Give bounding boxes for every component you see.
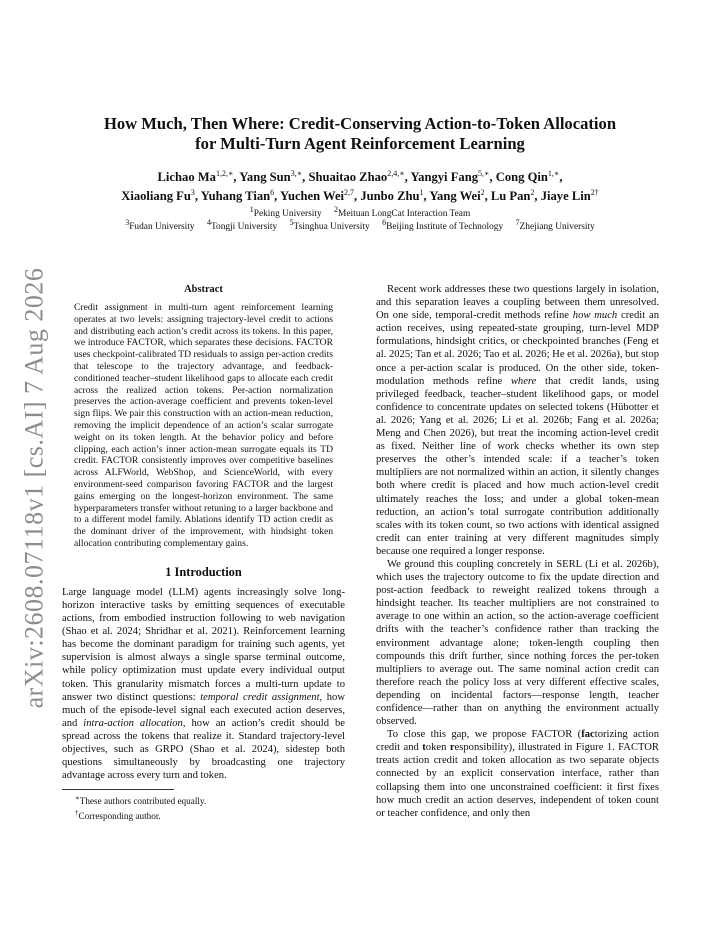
affiliation: $^6$Beijing Institute of Technology <box>382 217 504 232</box>
author: Cong Qin$^{1,∗}$ <box>495 168 560 184</box>
affiliation: $^4$Tongji University <box>206 217 278 232</box>
title-line-1: How Much, Then Where: Credit-Conserving Action-to-Token Allocation <box>103 114 617 133</box>
author: Shuaitao Zhao$^{2,4,∗}$ <box>308 168 405 184</box>
arxiv-id-text: arXiv:2608.07118v1 [cs.AI] 7 Aug 2026 <box>19 267 48 709</box>
body-paragraph: To close this gap, we propose FACTOR (factorizing action credit and token responsibility), illustrated in Figure 1. FACTOR treats action credit and token allocation as two separate objects connected by an explicit conservation interface, rather than collapsing them into one unconstrained coefficient: it first fixes how much credit an action deserves, independent of token count or teacher confidence, and only then <box>376 729 660 819</box>
affiliation: $^7$Zhejiang University <box>515 217 595 232</box>
left-column <box>62 283 345 782</box>
paper-title <box>60 114 660 154</box>
author: Jiaye Lin$^{2\dagger}$ <box>540 187 599 203</box>
affiliation: $^5$Tsinghua University <box>289 217 370 232</box>
footnote-corresponding-author: †Corresponding author. <box>75 808 161 821</box>
author: Yuchen Wei$^{2,7}$ <box>280 187 355 203</box>
author: Junbo Zhu$^1$ <box>360 187 424 203</box>
abstract-text: Credit assignment in multi-turn agent reinforcement learning operates at two levels: assigning trajectory-level credit to actions and distributing each action’s credit across its tokens. In this paper, we introduce FACTOR, which separates these decisions. FACTOR uses checkpoint-calibrated TD residuals to assign per-action credits that telescope to the trajectory advantage, and feedback-conditioned teacher–student likelihood gaps to allocate each credit across the realized action tokens. Per-action normalization preserves the action-average coefficient and prevents token-level sign flips. We pair this construction with an action-mean reduction, removing the implicit dependence of an action’s scalar surrogate weight on its token length. At the behavior policy and before clipping, each action’s inner action-mean surrogate equals its TD credit. FACTOR consistently improves over competitive baselines across ALFWorld, WebShop, and ScienceWorld, with every environment-seed comparison favoring FACTOR and the largest gains emerging on the longest-horizon environment. The same hyperparameters transfer without retuning to a larger backbone and to a different model family. Ablations identify TD action credit as the dominant driver of the improvement, with hindsight token allocation contributing complementary gains. <box>74 302 333 550</box>
body-paragraph: We ground this coupling concretely in SERL (Li et al. 2026b), which uses the trajectory outcome to fix the update direction and post-action feedback to reweight realized tokens through a hindsight teacher. Its teacher multipliers are not constrained to average to one within an action, so the action-average coefficient drifts with the teacher’s confidence rather than tracking the environment advantage alone; token-length coupling then compounds this drift further, since nothing forces the per-token multipliers to average out. The same nominal action credit can therefore reach the policy loss at very different effective scales, depending on incidental factors—response length, teacher confidence—rather than on anything the environment actually observed. <box>376 558 659 728</box>
author: Xiaoliang Fu$^3$ <box>121 187 195 203</box>
affiliation-list <box>60 204 660 234</box>
author: Yangyi Fang$^{5,∗}$ <box>410 168 490 184</box>
footnotes <box>62 789 345 822</box>
footnote-rule <box>62 789 174 790</box>
affiliation: $^1$Peking University <box>249 204 322 219</box>
section-heading-introduction: 1 Introduction <box>165 564 242 579</box>
body-paragraph: Recent work addresses these two questions largely in isolation, and this separation leaves a coupling between them unresolved. On one side, temporal-credit methods refine how much credit an action receives, using repeated-state grouping, turn-level MDP formulations, hindsight critics, or checkpointed branches (Feng et al. 2025; Tan et al. 2026; Tao et al. 2026; He et al. 2026a), but stop once a per-action scalar is produced. On the other side, token-modulation methods refine where that credit lands, using privileged feedback, teacher–student likelihood gaps, or model confidence to concentrate updates on selected tokens (Hübotter et al. 2026; Yang et al. 2026; Li et al. 2026b; Fang et al. 2026a; Meng and Chen 2026), but treat the incoming action-level credit as fixed. Neither line of work checks whether its own step preserves the other’s intended scale: if a teacher’s token multipliers are not normalized within an action, it silently changes both where credit is placed and how much action-level credit ultimately reaches the loss; and under a global token-mean reduction, an action’s total surrogate contribution additionally scales with its token count, so two actions with identical assigned credit can enter training at very different magnitudes simply because one required a longer response. <box>376 284 659 557</box>
affiliation: $^3$Fudan University <box>125 217 195 232</box>
footnote-equal-contribution: ∗These authors contributed equally. <box>75 794 207 807</box>
author: Yang Wei$^2$ <box>429 187 485 203</box>
arxiv-identifier <box>14 263 54 713</box>
author: Lichao $Ma^{1,2,∗}$ <box>157 168 234 184</box>
affiliation: $^2$Meituan LongCat Interaction Team <box>334 204 471 219</box>
title-line-2: for Multi-Turn Agent Reinforcement Learning <box>195 134 525 153</box>
author-list: Lichao $Ma^{1,2,∗}$, Yang Sun$^{3,∗}$, Shuaitao Zhao$^{2,4,∗}$, Yangyi Fang$^{5,∗}$, Cong Qin$^{1,∗}$, Xiaoliang Fu$^3$, Yuhang Tian$^6$, Yuchen Wei$^{2,7}$, Junbo Zhu$^1$, Yang Wei$^2$, Lu Pan$^2$, Jiaye Lin$^{2\dagger}$ <box>121 168 599 203</box>
abstract-heading: Abstract <box>184 284 223 295</box>
author: Yang Sun$^{3,∗}$ <box>239 168 303 184</box>
intro-paragraph: Large language model (LLM) agents increasingly solve long-horizon interactive tasks by emitting sequences of executable actions, from embodied instruction following to web navigation (Shao et al. 2024; Shridhar et al. 2021). Reinforcement learning has become the dominant paradigm for training such agents, yet supervision is almost always a single sparse terminal outcome, while policy optimization must update every individual output token. This granularity mismatch forces a multi-turn update to answer two distinct questions: temporal credit assignment, how much of the episode-level signal each executed action deserves, and intra-action allocation, how an action’s credit should be spread across the tokens that realize it. Standard trajectory-level objectives, such as GRPO (Shao et al. 2024), sidestep both questions simultaneously by broadcasting one trajectory advantage across every turn and token. <box>62 586 345 782</box>
author: Lu Pan$^2$ <box>490 187 535 203</box>
right-column <box>376 283 659 820</box>
author: Yuhang Tian$^6$ <box>200 187 275 203</box>
